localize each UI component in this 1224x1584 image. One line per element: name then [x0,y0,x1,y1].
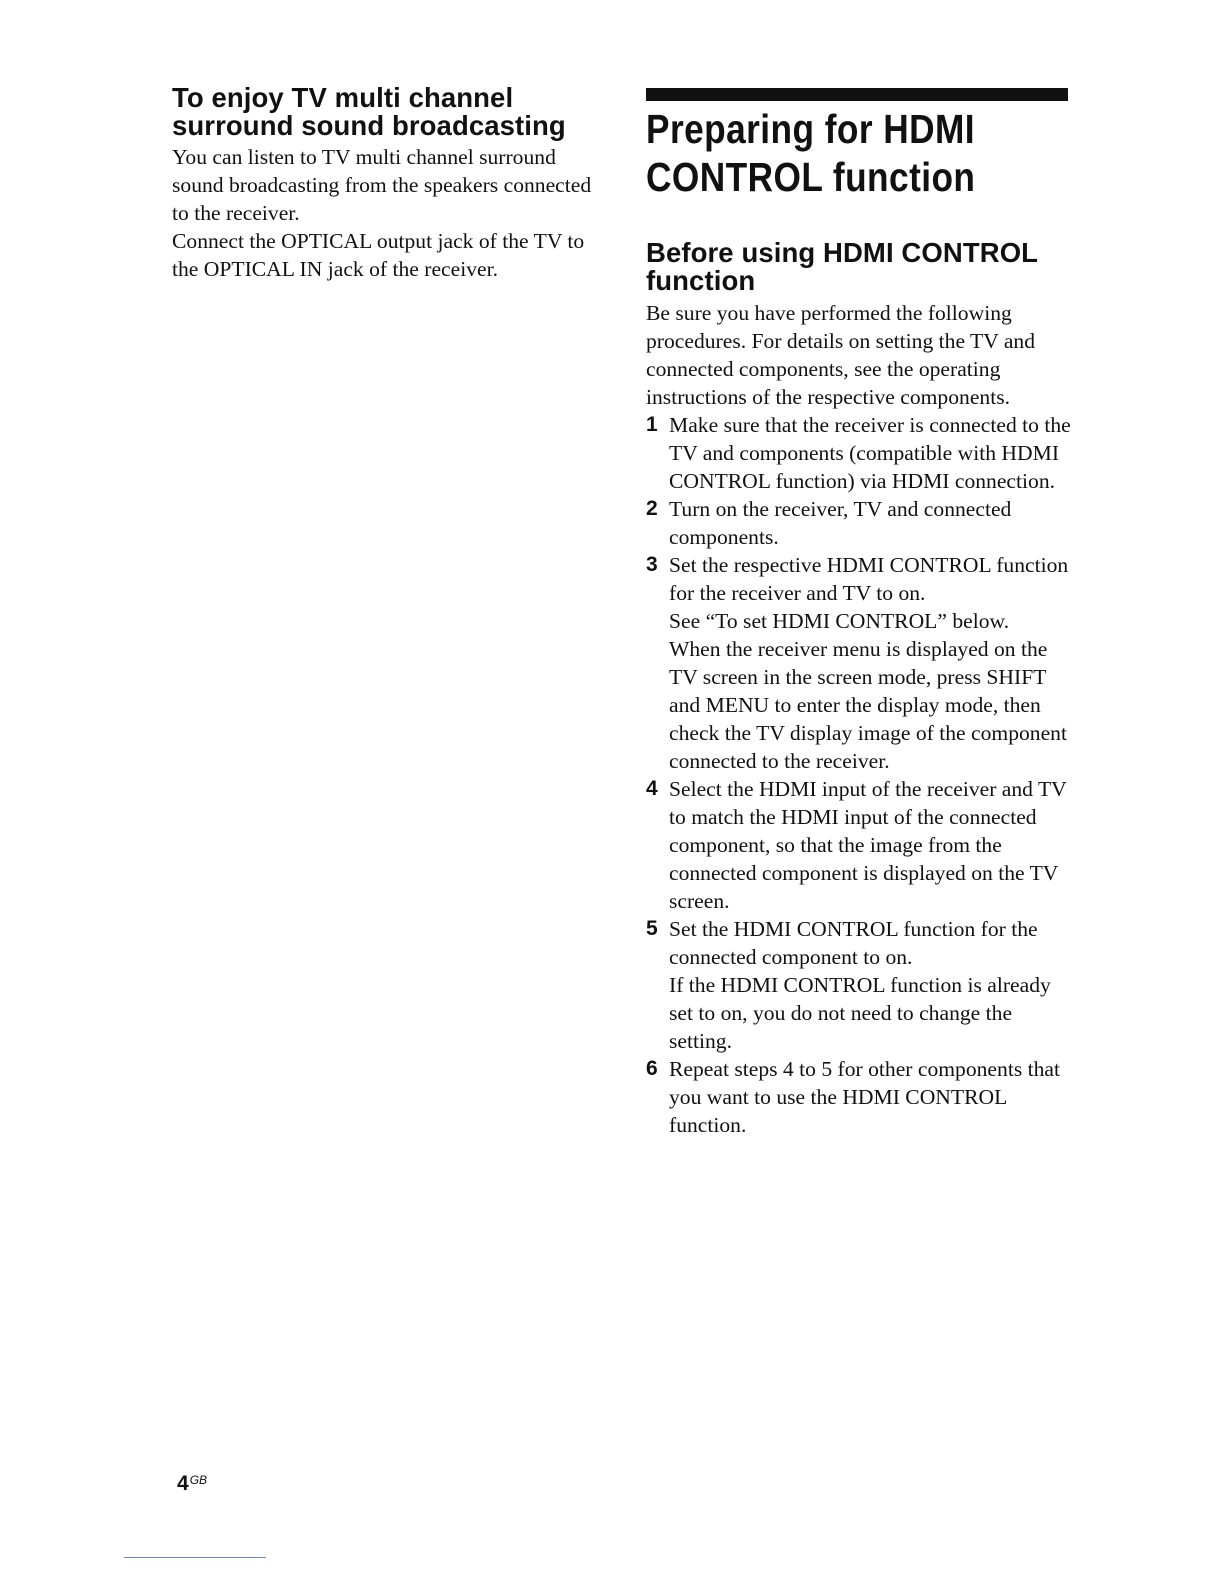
step-note: When the receiver menu is displayed on the TV screen in the screen mode, press SHIFT and MENU to enter the display mode, then check the TV display image of the component connected to the receiver. [669,637,1067,773]
step-number: 1 [646,413,658,436]
step-number: 2 [646,497,658,520]
page-number-suffix: GB [189,1473,208,1487]
step-1 [646,411,1071,495]
step-text: Set the respective HDMI CONTROL function for the receiver and TV to on. [669,553,1069,605]
paragraph-optical-connection: Connect the OPTICAL output jack of the TV to the OPTICAL IN jack of the receiver. [172,229,585,281]
paragraph-tv-surround-intro: You can listen to TV multi channel surround sound broadcasting from the speakers connected to the receiver. [172,145,592,225]
step-note: If the HDMI CONTROL function is already set to on, you do not need to change the setting. [669,973,1051,1053]
page-title-line-2: CONTROL function [646,154,976,200]
step-text: Make sure that the receiver is connected to the TV and components (compatible with HDMI CONTROL function) via HDMI connection. [669,413,1071,493]
section-heading-tv-surround: To enjoy TV multi channel surround sound broadcasting [172,82,566,141]
step-text: Repeat steps 4 to 5 for other components that you want to use the HDMI CONTROL function. [669,1057,1060,1137]
step-text: Select the HDMI input of the receiver and TV to match the HDMI input of the connected component, so that the image from the connected component is displayed on the TV screen. [669,777,1067,913]
page-number [177,1468,207,1496]
step-number: 6 [646,1057,658,1080]
step-6 [646,1055,1071,1139]
step-5 [646,915,1071,1055]
step-4 [646,775,1071,915]
step-3 [646,551,1071,775]
step-number: 5 [646,917,658,940]
step-text: Turn on the receiver, TV and connected components. [669,497,1012,549]
paragraph-before-using-intro: Be sure you have performed the following procedures. For details on setting the TV and connected components, see the operating instructions of the respective components. [646,301,1036,409]
footer-rule [124,1557,266,1558]
procedure-steps [646,411,1071,1139]
step-text: Set the HDMI CONTROL function for the connected component to on. [669,917,1038,969]
section-title-rule [646,88,1068,101]
page-number-value: 4 [177,1472,189,1495]
page-title-line-1: Preparing for HDMI [646,106,976,152]
step-2 [646,495,1071,551]
step-number: 4 [646,777,658,800]
step-number: 3 [646,553,658,576]
step-note: See “To set HDMI CONTROL” below. [669,609,1010,633]
section-heading-before-using: Before using HDMI CONTROL function [646,237,1038,296]
page-title [646,105,1012,201]
